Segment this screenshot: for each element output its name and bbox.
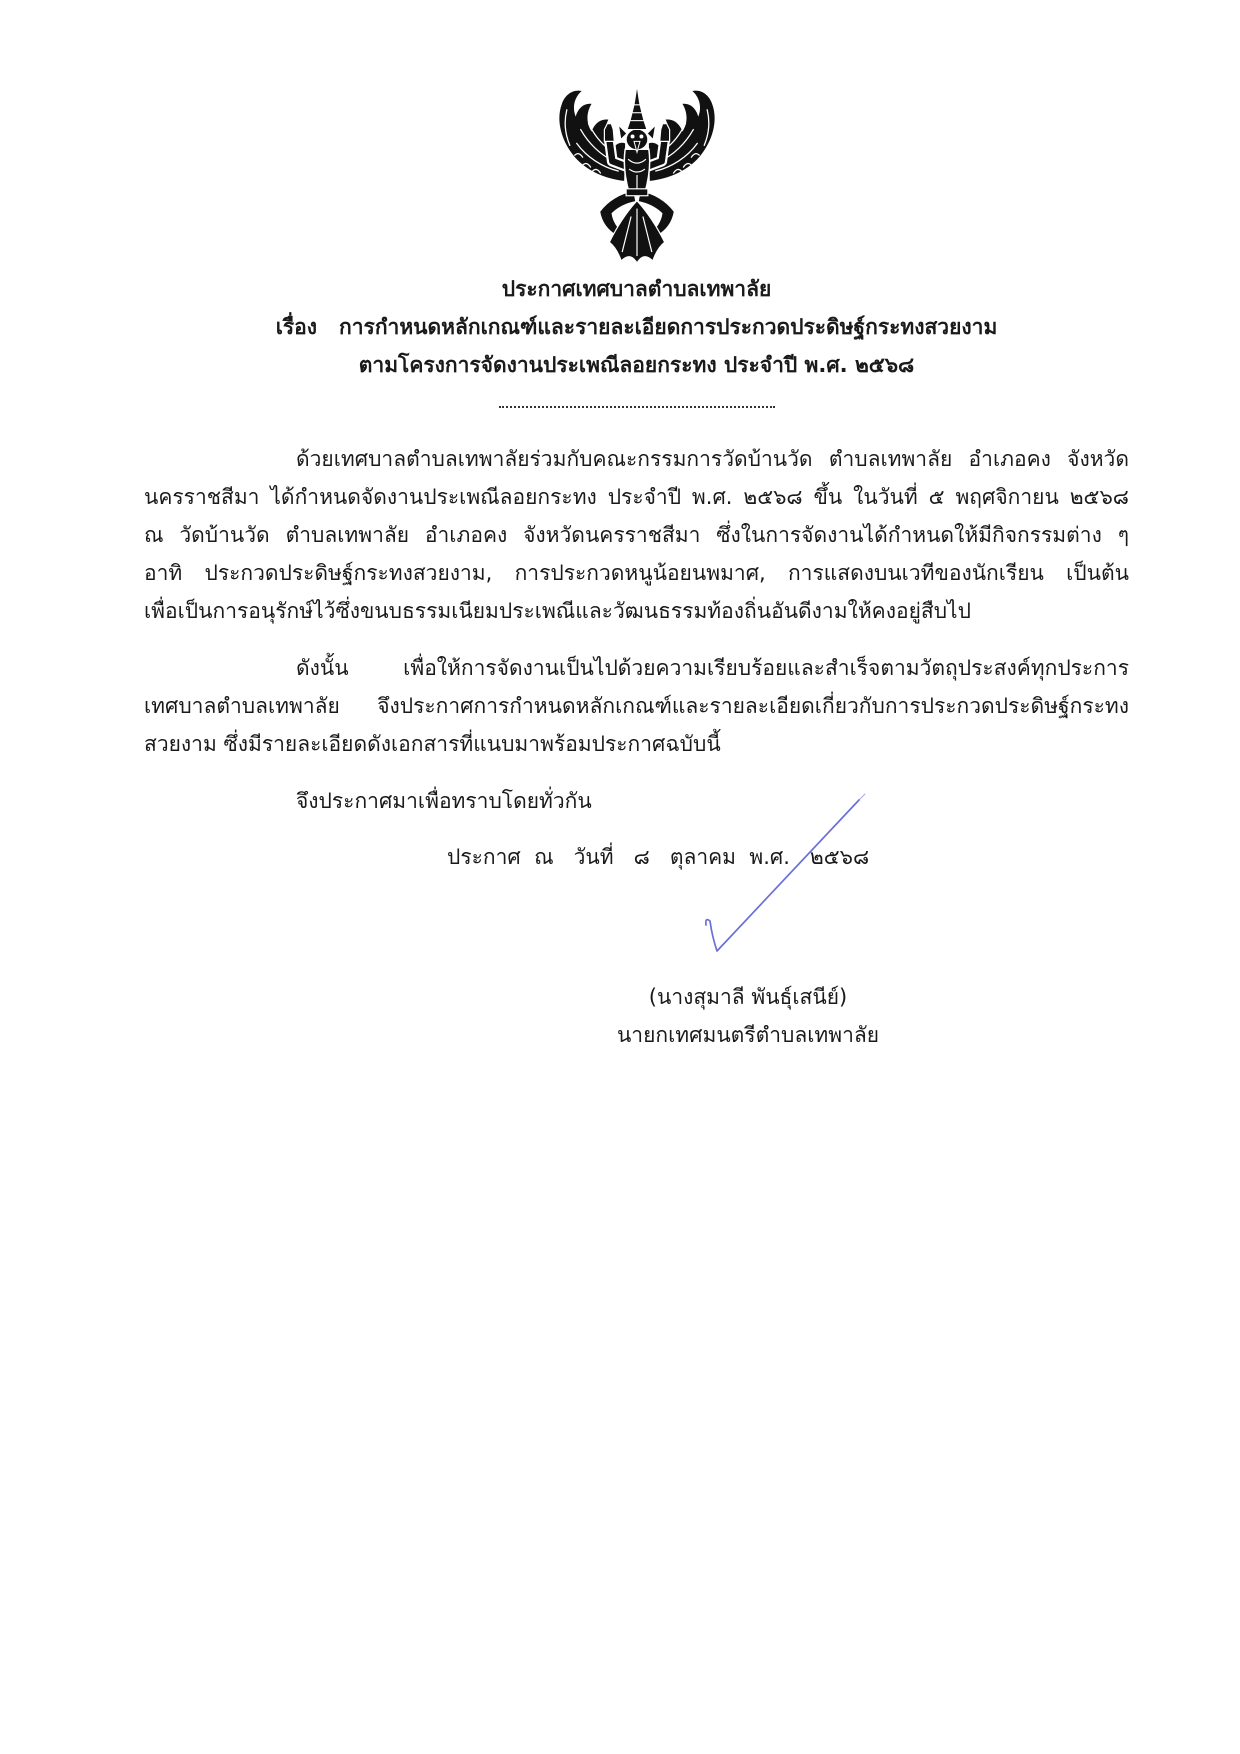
signatory-position: นายกเทศมนตรีตำบลเทพาลัย <box>616 1023 880 1047</box>
paragraph-1-line-2: นครราชสีมา ได้กำหนดจัดงานประเพณีลอยกระทง ประจำปี พ.ศ. ๒๕๖๘ ขึ้น ในวันที่ ๕ พฤศจิกายน ๒๕๖๘ <box>144 485 1129 509</box>
garuda-tail <box>609 201 664 263</box>
paragraph-1-line-3: ณ วัดบ้านวัด ตำบลเทพาลัย อำเภอคง จังหวัดนครราชสีมา ซึ่งในการจัดงานได้กำหนดให้มีกิจกรรมต่าง ๆ <box>144 523 1129 547</box>
subject-line-2: ตามโครงการจัดงานประเพณีลอยกระทง ประจำปี พ.ศ. ๒๕๖๘ <box>358 353 915 377</box>
paragraph-1-line-1: ด้วยเทศบาลตำบลเทพาลัยร่วมกับคณะกรรมการวัดบ้านวัด ตำบลเทพาลัย อำเภอคง จังหวัด <box>296 447 1129 471</box>
subject-label: เรื่อง <box>275 315 318 339</box>
paragraph-1 <box>144 440 1129 630</box>
garuda-crown <box>627 85 647 129</box>
paragraph-2 <box>144 649 1129 763</box>
paragraph-1-line-5: เพื่อเป็นการอนุรักษ์ไว้ซึ่งขนบธรรมเนียมประเพณีและวัฒนธรรมท้องถิ่นอันดีงามให้คงอยู่สืบไป <box>144 599 971 623</box>
garuda-torso <box>624 149 649 195</box>
subject-line <box>144 308 1129 346</box>
garuda-emblem <box>553 84 721 264</box>
paragraph-2-line-2: เทศบาลตำบลเทพาลัย จึงประกาศการกำหนดหลักเกณฑ์และรายละเอียดเกี่ยวกับการประกวดประดิษฐ์กระทง <box>144 694 1129 718</box>
paragraph-2-line-3: สวยงาม ซึ่งมีรายละเอียดดังเอกสารที่แนบมาพร้อมประกาศฉบับนี้ <box>144 732 721 756</box>
announcement-date: ประกาศ ณ วันที่ ๘ ตุลาคม พ.ศ. ๒๕๖๘ <box>447 845 870 869</box>
announcement-header <box>144 270 1129 384</box>
subject-text: การกำหนดหลักเกณฑ์และรายละเอียดการประกวดประดิษฐ์กระทงสวยงาม <box>339 315 998 339</box>
closing-statement: จึงประกาศมาเพื่อทราบโดยทั่วกัน <box>296 789 592 813</box>
paragraph-1-line-4: อาทิ ประกวดประดิษฐ์กระทงสวยงาม, การประกวดหนูน้อยนพมาศ, การแสดงบนเวทีของนักเรียน เป็นต้น <box>144 561 1129 585</box>
paragraph-2-line-1: ดังนั้น เพื่อให้การจัดงานเป็นไปด้วยความเรียบร้อยและสำเร็จตามวัตถุประสงค์ทุกประการ <box>296 656 1129 680</box>
signatory-block <box>598 978 898 1054</box>
announcement-title: ประกาศเทศบาลตำบลเทพาลัย <box>501 277 772 301</box>
signatory-name: (นางสุมาลี พันธุ์เสนีย์) <box>648 985 848 1009</box>
dotted-separator <box>499 384 775 408</box>
